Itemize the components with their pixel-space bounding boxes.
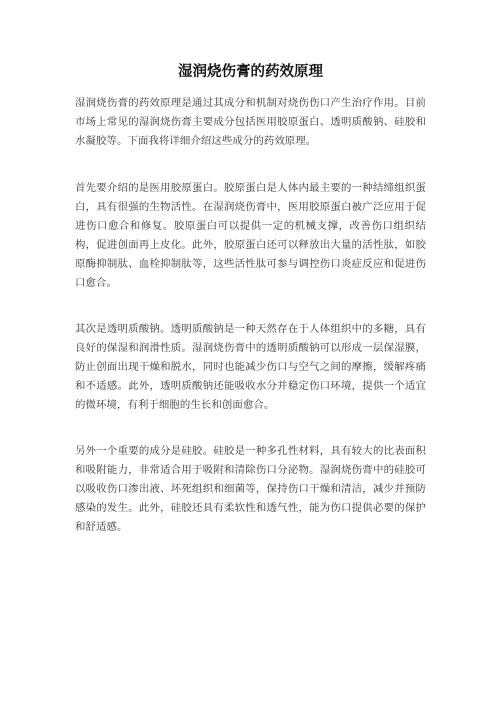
paragraph-collagen: 首先要介绍的是医用胶原蛋白。胶原蛋白是人体内最主要的一种结缔组织蛋白，具有很强的生物活性。在湿润烧伤膏中，医用胶原蛋白被广泛应用于促进伤口愈合和修复。胶原蛋白可以提供一定的机械支撑，改善伤口组织结构，促进创面再上皮化。此外，胶原蛋白还可以释放出大量的活性肽，如胶原酶抑制肽、血栓抑制肽等，这些活性肽可参与调控伤口炎症反应和促进伤口愈合。 (75, 182, 426, 289)
paragraph-silica-gel: 另外一个重要的成分是硅胶。硅胶是一种多孔性材料，具有较大的比表面积和吸附能力，非常适合用于吸附和清除伤口分泌物。湿润烧伤膏中的硅胶可以吸收伤口渗出液、坏死组织和细菌等，保持伤口干燥和清洁，减少并预防感染的发生。此外，硅胶还具有柔软性和透气性，能为伤口提供必要的保护和舒适感。 (75, 445, 426, 533)
document-title: 湿润烧伤膏的药效原理 (178, 64, 323, 80)
paragraph-intro: 湿润烧伤膏的药效原理是通过其成分和机制对烧伤伤口产生治疗作用。目前市场上常见的湿润烧伤膏主要成分包括医用胶原蛋白、透明质酸钠、硅胶和水凝胶等。下面我将详细介绍这些成分的药效原理。 (75, 97, 426, 147)
paragraph-hyaluronate: 其次是透明质酸钠。透明质酸钠是一种天然存在于人体组织中的多糖，具有良好的保湿和润滑性质。湿润烧伤膏中的透明质酸钠可以形成一层保湿膜，防止创面出现干燥和脱水，同时也能减少伤口与空气之间的摩擦，缓解疼痛和不适感。此外，透明质酸钠还能吸收水分并稳定伤口环境，提供一个适宜的微环境，有利于细胞的生长和创面愈合。 (75, 323, 426, 411)
